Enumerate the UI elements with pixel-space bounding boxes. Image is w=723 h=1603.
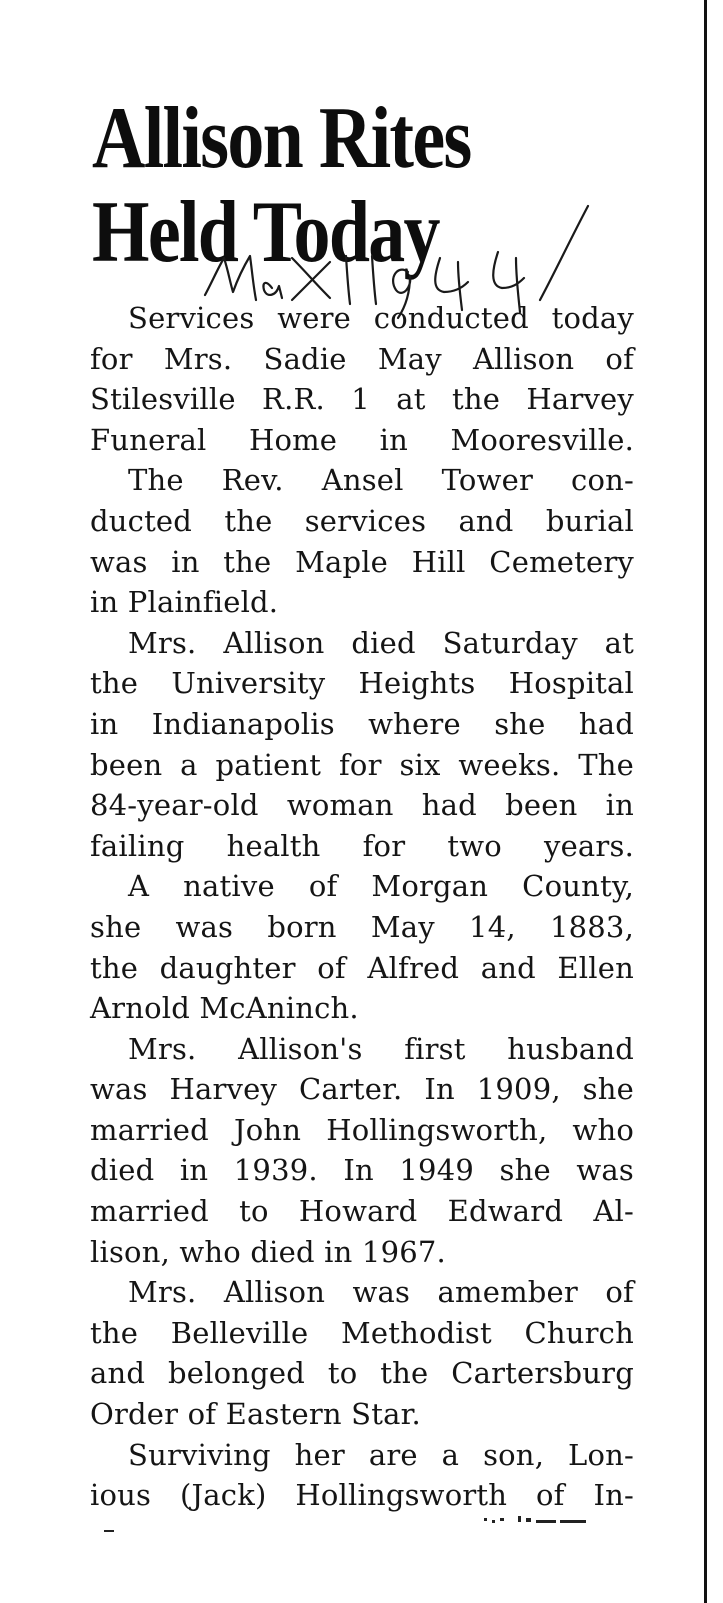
headline-line-1: Allison Rites [92,90,471,187]
body-line: for Mrs. Sadie May Allison of [90,341,634,376]
body-line: A native of Morgan County, [128,869,634,904]
body-line: Order of Eastern Star. [90,1397,421,1432]
body-line: the daughter of Alfred and Ellen [90,950,634,985]
body-line: she was born May 14, 1883, [90,909,634,944]
body-line: Mrs. Allison's first husband [128,1031,634,1066]
headline-line-2: Held Today [92,184,439,281]
body-line: Stilesville R.R. 1 at the Harvey [90,382,634,417]
body-line: The Rev. Ansel Tower con- [128,463,634,498]
body-line: was in the Maple Hill Cemetery [90,544,634,579]
body-line: been a patient for six weeks. The [90,747,634,782]
article-body [90,298,634,1516]
body-line: married John Hollingsworth, who [90,1112,634,1147]
body-line: in Plainfield. [90,585,279,620]
body-line: Arnold McAninch. [90,991,359,1026]
body-line: Services were conducted today [128,301,634,335]
body-line: ious (Jack) Hollingsworth of In- [90,1478,634,1513]
body-line: Funeral Home in Mooresville. [90,422,634,457]
body-line: and belonged to the Cartersburg [90,1356,634,1391]
body-line: lison, who died in 1967. [90,1234,446,1269]
body-line: ducted the services and burial [90,503,634,538]
print-specks [88,1500,648,1560]
column-rule [704,0,707,1603]
body-line: 84-year-old woman had been in [90,788,634,823]
body-line: Mrs. Allison died Saturday at [128,625,634,660]
body-line: Mrs. Allison was amember of [128,1275,634,1310]
body-line: failing health for two years. [90,828,634,863]
headline [92,92,562,280]
body-line: died in 1939. In 1949 she was [90,1153,634,1188]
body-line: Surviving her are a son, Lon- [128,1437,634,1472]
body-line: the University Heights Hospital [90,666,634,701]
body-line: the Belleville Methodist Church [90,1315,634,1350]
body-line: married to Howard Edward Al- [90,1194,634,1229]
body-line: in Indianapolis where she had [90,706,634,741]
body-line: was Harvey Carter. In 1909, she [90,1072,634,1107]
